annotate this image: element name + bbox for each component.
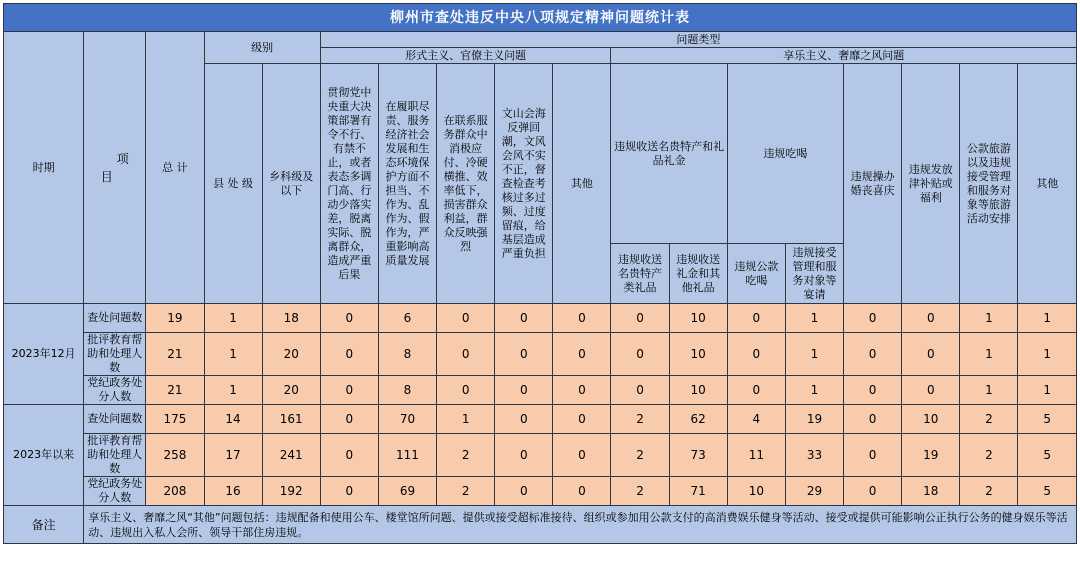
gift-col-2: 违规收送礼金和其他礼品: [669, 244, 727, 304]
value-cell: 70: [378, 405, 436, 434]
value-cell: 0: [495, 304, 553, 333]
formalism-col-other: 其他: [553, 64, 611, 304]
eating-group-header: 违规吃喝: [727, 64, 843, 244]
value-cell: 33: [785, 434, 843, 477]
value-cell: 0: [437, 304, 495, 333]
value-cell: 0: [320, 333, 378, 376]
period-label: 2023年12月: [4, 304, 84, 405]
formalism-col-1: 贯彻党中央重大决策部署有令不行、有禁不止，或者表态多调门高、行动少落实差，脱离实际、脱离群众，造成严重后果: [320, 64, 378, 304]
value-cell: 0: [553, 333, 611, 376]
value-cell: 2: [611, 405, 669, 434]
gift-col-1: 违规收送名贵特产类礼品: [611, 244, 669, 304]
level-county-header: 县 处 级: [204, 64, 262, 304]
value-cell: 1: [1018, 376, 1077, 405]
value-cell: 0: [320, 376, 378, 405]
value-cell: 0: [844, 304, 902, 333]
value-cell: 10: [669, 376, 727, 405]
table-row: [4, 376, 1077, 405]
value-cell: 208: [146, 477, 204, 506]
row-item-label: 批评教育帮助和处理人数: [84, 333, 146, 376]
value-cell: 1: [437, 405, 495, 434]
row-item-label: 党纪政务处分人数: [84, 376, 146, 405]
value-cell: 0: [553, 376, 611, 405]
value-cell: 0: [844, 376, 902, 405]
value-cell: 21: [146, 376, 204, 405]
value-cell: 0: [495, 376, 553, 405]
value-cell: 1: [785, 304, 843, 333]
table-title: 柳州市查处违反中央八项规定精神问题统计表: [4, 4, 1077, 32]
value-cell: 2: [437, 434, 495, 477]
eating-col-1: 违规公款吃喝: [727, 244, 785, 304]
value-cell: 192: [262, 477, 320, 506]
value-cell: 5: [1018, 405, 1077, 434]
value-cell: 20: [262, 333, 320, 376]
level-township-header: 乡科级及以下: [262, 64, 320, 304]
value-cell: 1: [1018, 304, 1077, 333]
table-row: [4, 477, 1077, 506]
value-cell: 0: [320, 304, 378, 333]
value-cell: 19: [785, 405, 843, 434]
value-cell: 111: [378, 434, 436, 477]
statistics-table: [3, 3, 1077, 544]
total-header: 总 计: [146, 32, 204, 304]
value-cell: 5: [1018, 477, 1077, 506]
table-row: [4, 434, 1077, 477]
value-cell: 0: [902, 304, 960, 333]
value-cell: 0: [902, 333, 960, 376]
value-cell: 0: [553, 304, 611, 333]
value-cell: 16: [204, 477, 262, 506]
value-cell: 0: [553, 405, 611, 434]
value-cell: 62: [669, 405, 727, 434]
period-label: 2023年以来: [4, 405, 84, 506]
wedding-header: 违规操办婚丧喜庆: [844, 64, 902, 304]
note-label: 备注: [4, 506, 84, 544]
value-cell: 161: [262, 405, 320, 434]
value-cell: 11: [727, 434, 785, 477]
value-cell: 5: [1018, 434, 1077, 477]
value-cell: 20: [262, 376, 320, 405]
value-cell: 2: [437, 477, 495, 506]
value-cell: 1: [960, 304, 1018, 333]
value-cell: 0: [844, 477, 902, 506]
value-cell: 17: [204, 434, 262, 477]
value-cell: 0: [320, 477, 378, 506]
hedonism-group-header: 享乐主义、奢靡之风问题: [611, 48, 1077, 64]
value-cell: 0: [495, 434, 553, 477]
value-cell: 18: [902, 477, 960, 506]
data-body: [4, 304, 1077, 506]
value-cell: 0: [611, 333, 669, 376]
value-cell: 175: [146, 405, 204, 434]
formalism-col-3: 在联系服务群众中消极应付、冷硬横推、效率低下，损害群众利益，群众反映强烈: [437, 64, 495, 304]
item-header: [84, 32, 146, 304]
value-cell: 0: [727, 304, 785, 333]
table-row: [4, 405, 1077, 434]
value-cell: 0: [495, 333, 553, 376]
value-cell: 29: [785, 477, 843, 506]
row-item-label: 批评教育帮助和处理人数: [84, 434, 146, 477]
value-cell: 0: [727, 376, 785, 405]
item-header-line2: 目: [100, 169, 113, 184]
value-cell: 0: [495, 477, 553, 506]
value-cell: 0: [495, 405, 553, 434]
value-cell: 4: [727, 405, 785, 434]
value-cell: 10: [669, 333, 727, 376]
formalism-col-4: 文山会海反弹回潮，文风会风不实不正，督查检查考核过多过频、过度留痕，给基层造成严重负担: [495, 64, 553, 304]
item-header-line1: 项: [116, 151, 129, 166]
formalism-col-2: 在履职尽责、服务经济社会发展和生态环境保护方面不担当、不作为、乱作为、假作为，严重影响高质量发展: [378, 64, 436, 304]
value-cell: 2: [611, 477, 669, 506]
value-cell: 69: [378, 477, 436, 506]
value-cell: 2: [960, 434, 1018, 477]
value-cell: 14: [204, 405, 262, 434]
value-cell: 73: [669, 434, 727, 477]
value-cell: 0: [320, 405, 378, 434]
table-row: [4, 304, 1077, 333]
value-cell: 8: [378, 376, 436, 405]
value-cell: 10: [727, 477, 785, 506]
value-cell: 0: [437, 376, 495, 405]
value-cell: 19: [146, 304, 204, 333]
row-item-label: 党纪政务处分人数: [84, 477, 146, 506]
allowance-header: 违规发放津补贴或福利: [902, 64, 960, 304]
value-cell: 8: [378, 333, 436, 376]
row-item-label: 查处问题数: [84, 304, 146, 333]
value-cell: 0: [844, 405, 902, 434]
value-cell: 2: [960, 405, 1018, 434]
problem-type-header: 问题类型: [320, 32, 1076, 48]
row-item-label: 查处问题数: [84, 405, 146, 434]
value-cell: 0: [844, 434, 902, 477]
value-cell: 1: [204, 333, 262, 376]
value-cell: 18: [262, 304, 320, 333]
level-header: 级别: [204, 32, 320, 64]
note-text: 享乐主义、奢靡之风“其他”问题包括：违规配备和使用公车、楼堂馆所问题、提供或接受超标准接待、组织或参加用公款支付的高消费娱乐健身等活动、接受或提供可能影响公正执行公务的健身娱乐等活动、违规出入私人会所、领导干部住房违规。: [84, 506, 1077, 544]
value-cell: 21: [146, 333, 204, 376]
travel-header: 公款旅游以及违规接受管理和服务对象等旅游活动安排: [960, 64, 1018, 304]
value-cell: 1: [204, 304, 262, 333]
value-cell: 0: [611, 304, 669, 333]
value-cell: 0: [611, 376, 669, 405]
value-cell: 1: [785, 376, 843, 405]
value-cell: 0: [902, 376, 960, 405]
eating-col-2: 违规接受管理和服务对象等宴请: [785, 244, 843, 304]
value-cell: 71: [669, 477, 727, 506]
value-cell: 241: [262, 434, 320, 477]
table-row: [4, 333, 1077, 376]
value-cell: 10: [902, 405, 960, 434]
value-cell: 1: [960, 333, 1018, 376]
formalism-group-header: 形式主义、官僚主义问题: [320, 48, 611, 64]
gift-group-header: 违规收送名贵特产和礼品礼金: [611, 64, 727, 244]
value-cell: 0: [437, 333, 495, 376]
value-cell: 0: [727, 333, 785, 376]
value-cell: 0: [553, 477, 611, 506]
value-cell: 258: [146, 434, 204, 477]
period-header: 时期: [4, 32, 84, 304]
value-cell: 0: [320, 434, 378, 477]
value-cell: 1: [1018, 333, 1077, 376]
value-cell: 2: [960, 477, 1018, 506]
value-cell: 0: [553, 434, 611, 477]
value-cell: 1: [960, 376, 1018, 405]
value-cell: 1: [785, 333, 843, 376]
value-cell: 0: [844, 333, 902, 376]
value-cell: 6: [378, 304, 436, 333]
value-cell: 2: [611, 434, 669, 477]
hedonism-other-header: 其他: [1018, 64, 1077, 304]
value-cell: 10: [669, 304, 727, 333]
value-cell: 19: [902, 434, 960, 477]
value-cell: 1: [204, 376, 262, 405]
